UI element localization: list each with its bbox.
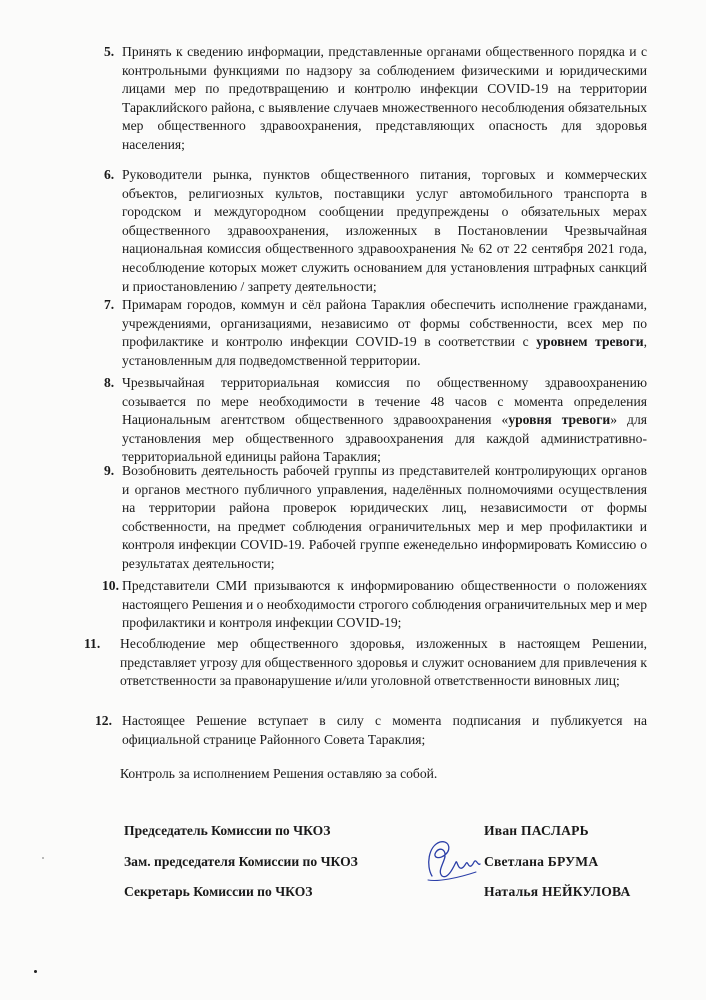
signature-name-chairman: Иван ПАСЛАРЬ bbox=[484, 823, 589, 838]
item-number: 9. bbox=[104, 463, 115, 478]
handwritten-signature bbox=[418, 836, 484, 888]
decision-item-10: Представители СМИ призываются к информированию общественности о положениях настоящего Решения и о необходимости строгого соблюдения ограничительных мер и мер профилактики и контроля инфекции COVID-19; bbox=[122, 578, 647, 631]
decision-item-5: Принять к сведению информации, представленные органами общественного порядка и с контрольными функциями по надзору за соблюдением физическими и юридическими лицами мер по предотвращению и контролю инфекции COVID-19 на территории Тараклийского района, с выявление случаев множественного несоблюдения обязательных мер общественного здравоохранения, представляющих опасность для здоровья населения; bbox=[122, 44, 647, 152]
decision-item-7 bbox=[122, 296, 647, 370]
control-statement: Контроль за исполнением Решения оставляю за собой. bbox=[120, 766, 438, 781]
item-number: 12. bbox=[95, 713, 112, 728]
decision-item-11: Несоблюдение мер общественного здоровья, изложенных в настоящем Решении, представляет угрозу для общественного здоровья и служит основанием для привлечения к ответственности за правонарушение и/или уголовной ответственности виновных лиц; bbox=[120, 636, 647, 689]
item-number: 7. bbox=[104, 297, 115, 312]
signature-name-deputy: Светлана БРУМА bbox=[484, 854, 599, 869]
decision-item-8 bbox=[122, 374, 647, 467]
signature-name-secretary: Наталья НЕЙКУЛОВА bbox=[484, 884, 631, 899]
signature-role-chairman: Председатель Комиссии по ЧКОЗ bbox=[124, 823, 331, 838]
decision-item-12: Настоящее Решение вступает в силу с момента подписания и публикуется на официальной странице Районного Совета Тараклия; bbox=[122, 713, 647, 747]
decision-item-9: Возобновить деятельность рабочей группы из представителей контролирующих органов и органов местного публичного управления, наделённых полномочиями осуществления на территории района проверок юридических лиц, независимости от формы собственности, на предмет соблюдения ограничительных мер и мер профилактики и контроля инфекции COVID-19. Рабочей группе еженедельно информировать Комиссию о результатах деятельности; bbox=[122, 463, 647, 571]
item-number: 6. bbox=[104, 167, 115, 182]
item-number: 10. bbox=[102, 578, 119, 593]
alert-level-emphasis: уровнем тревоги bbox=[536, 334, 644, 350]
decision-item-6: Руководители рынка, пунктов общественного питания, торговых и коммерческих объектов, религиозных культов, поставщики услуг автомобильного транспорта в городском и междугородном сообщении предупреждены о обязательных мерах общественного здравоохранения, изложенных в Постановлении Чрезвычайная национальная комиссия общественного здравоохранения № 62 от 22 сентября 2021 года, несоблюдение которых может служить основанием для установления штрафных санкций и приостановлению / запрету деятельности; bbox=[122, 167, 647, 294]
scan-speck bbox=[42, 857, 44, 859]
item-text: Чрезвычайная территориальная комиссия по общественному здравоохранению созывается по мере необходимости в течение 48 часов с момента определения Национальным агентством общественного здравоохранения « bbox=[122, 375, 647, 428]
signature-role-deputy: Зам. председателя Комиссии по ЧКОЗ bbox=[124, 854, 358, 869]
item-number: 11. bbox=[84, 636, 101, 651]
alert-level-emphasis: уровня тревоги bbox=[508, 412, 611, 428]
item-number: 8. bbox=[104, 375, 115, 390]
scan-speck bbox=[34, 970, 37, 973]
item-text: , установленным для подведомственной территории. bbox=[122, 334, 647, 368]
item-text: » для установления мер общественного здравоохранения для каждой административно-территориальной единицы района Тараклия; bbox=[122, 412, 647, 465]
signature-role-secretary: Секретарь Комиссии по ЧКОЗ bbox=[124, 884, 313, 899]
item-number: 5. bbox=[104, 44, 115, 59]
item-text: Примарам городов, коммун и сёл района Тараклия обеспечить исполнение гражданами, учреждениями, организациями, независимо от формы собственности, всех мер по профилактике и контролю инфекции COVID-19 в соответствии с bbox=[122, 297, 647, 350]
